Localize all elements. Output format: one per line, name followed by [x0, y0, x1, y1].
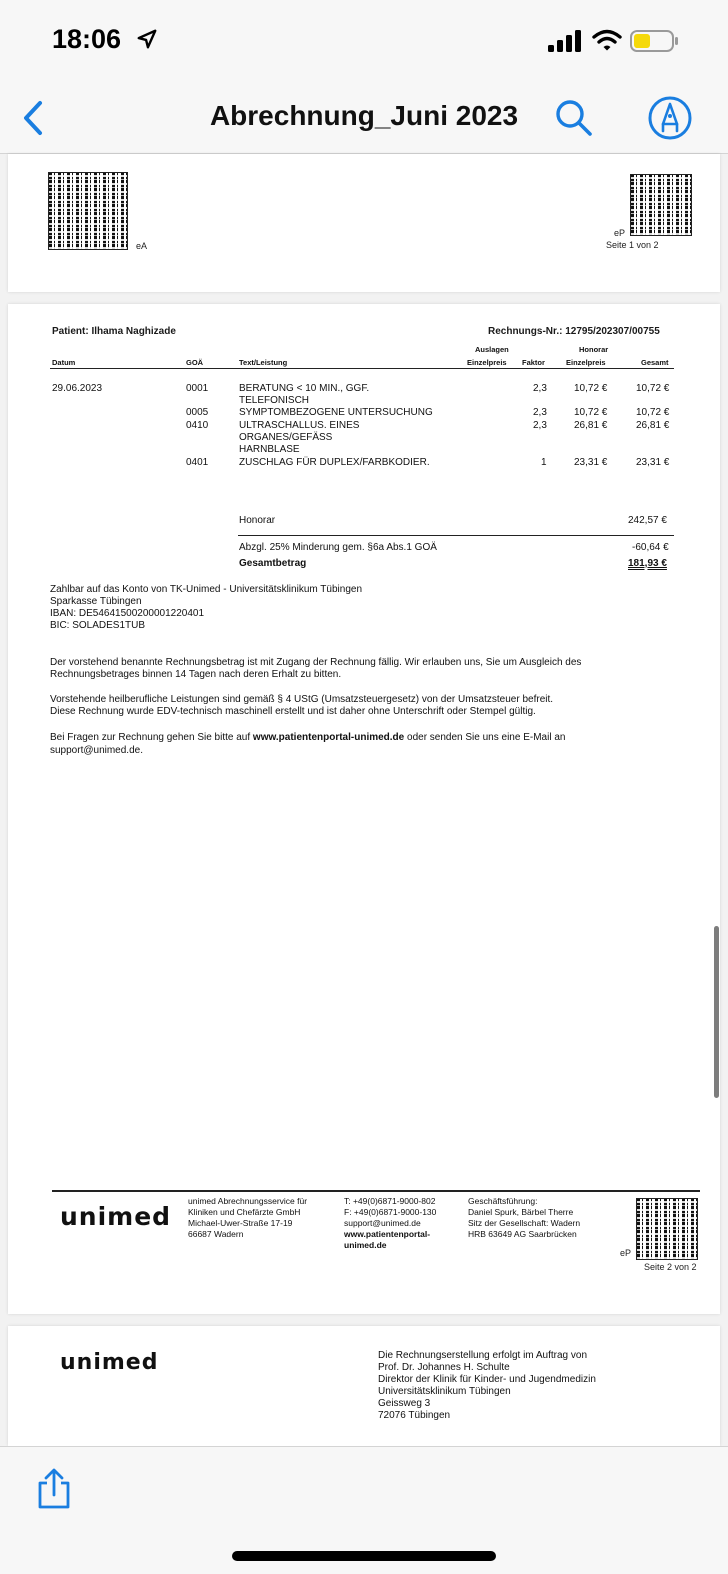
- vertical-scrollbar[interactable]: [714, 926, 719, 1098]
- management-line: HRB 63649 AG Saarbrücken: [468, 1229, 577, 1239]
- row-factor: 2,3: [533, 407, 547, 418]
- due-line-1: Der vorstehend benannte Rechnungsbetrag ist mit Zugang der Rechnung fällig. Wir erlauben uns, Sie um Ausgleich des: [50, 657, 582, 668]
- row-unit-price: 23,31 €: [574, 457, 608, 468]
- address-line: Geissweg 3: [378, 1398, 431, 1409]
- due-paragraph: [50, 657, 581, 681]
- home-indicator[interactable]: [232, 1551, 496, 1561]
- col-header-auslagen: Auslagen: [475, 345, 509, 354]
- row-unit-price: 26,81 €: [574, 420, 608, 431]
- datamatrix-code-right: [630, 174, 692, 236]
- payment-iban: IBAN: DE54641500200001220401: [50, 608, 205, 619]
- contact-line: T: +49(0)6871-9000-802: [344, 1196, 436, 1206]
- management-line: Daniel Spurk, Bärbel Therre: [468, 1207, 574, 1217]
- row-text: BERATUNG < 10 MIN., GGF.: [239, 383, 370, 394]
- contact-text: Bei Fragen zur Rechnung gehen Sie bitte auf: [50, 732, 253, 743]
- col-header-text: Text/Leistung: [239, 358, 288, 367]
- contact-paragraph: [50, 731, 565, 757]
- contact-line: support@unimed.de: [344, 1218, 421, 1228]
- unimed-logo-page3: unimed: [60, 1350, 159, 1375]
- management-line: Sitz der Gesellschaft: Wadern: [468, 1218, 581, 1228]
- pdf-page-1: [8, 154, 720, 292]
- portal-link[interactable]: www.patientenportal-unimed.de: [252, 732, 405, 743]
- back-chevron-icon[interactable]: [18, 98, 48, 138]
- col-header-faktor: Faktor: [522, 358, 545, 367]
- commission-address: [378, 1350, 596, 1422]
- col-header-honorar: Honorar: [579, 345, 609, 354]
- search-icon[interactable]: [552, 96, 596, 140]
- battery-icon: [630, 29, 680, 53]
- share-icon[interactable]: [36, 1467, 72, 1511]
- row-unit-price: 10,72 €: [574, 407, 608, 418]
- contact-line: www.patientenportal-: [344, 1229, 431, 1239]
- col-header-honorar-einzel: Einzelpreis: [566, 358, 606, 367]
- footer-rule: [52, 1190, 700, 1192]
- patient-name: Patient: Ilhama Naghizade: [52, 326, 176, 337]
- due-line-2: Rechnungsbetrages binnen 14 Tagen nach deren Erhalt zu bitten.: [50, 669, 342, 680]
- row-text: HARNBLASE: [239, 444, 300, 455]
- page1-page-number: Seite 1 von 2: [606, 240, 659, 250]
- company-line: unimed Abrechnungsservice für: [188, 1196, 308, 1206]
- total-rule: [238, 535, 674, 536]
- row-factor: 1: [541, 457, 547, 468]
- status-time: 18:06: [52, 24, 122, 54]
- honorar-label: Honorar: [239, 515, 276, 526]
- address-line: Universitätsklinikum Tübingen: [378, 1386, 511, 1397]
- support-email[interactable]: support@unimed.de.: [50, 745, 143, 756]
- footer-company: [188, 1196, 307, 1240]
- col-header-gesamt: Gesamt: [641, 358, 669, 367]
- payment-bank: Sparkasse Tübingen: [50, 596, 142, 607]
- datamatrix-code-footer: [636, 1198, 698, 1260]
- datamatrix-code-left: [48, 172, 128, 250]
- document-title: Abrechnung_Juni 2023: [209, 100, 519, 131]
- contact-line: F: +49(0)6871-9000-130: [344, 1207, 437, 1217]
- row-total: 10,72 €: [636, 383, 670, 394]
- col-header-goa: GOÄ: [186, 358, 204, 367]
- row-factor: 2,3: [533, 420, 547, 431]
- payment-account: Zahlbar auf das Konto von TK-Unimed - Universitätsklinikum Tübingen: [50, 584, 363, 595]
- row-text: SYMPTOMBEZOGENE UNTERSUCHUNG: [239, 407, 433, 418]
- tax-paragraph: [50, 694, 553, 718]
- status-bar: [0, 0, 728, 86]
- gesamtbetrag-value: 181,93 €: [628, 558, 667, 569]
- row-total: 23,31 €: [636, 457, 670, 468]
- contact-text-2: oder senden Sie uns eine E-Mail an: [404, 732, 566, 743]
- row-text: ULTRASCHALLUS. EINES: [239, 420, 360, 431]
- footer-contact: [344, 1196, 436, 1251]
- col-header-auslagen-einzel: Einzelpreis: [467, 358, 507, 367]
- bottom-toolbar: [0, 1446, 728, 1574]
- tax-line-2: Diese Rechnung wurde EDV-technisch maschinell erstellt und ist daher ohne Unterschrift oder Stempel gültig.: [50, 706, 536, 717]
- row-goa: 0401: [186, 457, 209, 468]
- invoice-number: Rechnungs-Nr.: 12795/202307/00755: [488, 326, 660, 337]
- payment-bic: BIC: SOLADES1TUB: [50, 620, 146, 631]
- pdf-page-2: [8, 304, 720, 1314]
- row-factor: 2,3: [533, 383, 547, 394]
- unimed-logo: unimed: [60, 1202, 172, 1231]
- company-line: Kliniken und Chefärzte GmbH: [188, 1207, 301, 1217]
- pdf-page-3: [8, 1326, 720, 1446]
- page1-right-tag: eP: [614, 228, 626, 238]
- minderung-label: Abzgl. 25% Minderung gem. §6a Abs.1 GOÄ: [239, 542, 437, 553]
- address-line: Die Rechnungserstellung erfolgt im Auftrag von: [378, 1350, 588, 1361]
- address-line: Direktor der Klinik für Kinder- und Jugendmedizin: [378, 1374, 596, 1385]
- tax-line-1: Vorstehende heilberufliche Leistungen sind gemäß § 4 UStG (Umsatzsteuergesetz) von der Umsatzsteuer befreit.: [50, 694, 554, 705]
- location-arrow-icon: [136, 28, 158, 50]
- company-line: 66687 Wadern: [188, 1229, 244, 1239]
- contact-line: unimed.de: [344, 1240, 387, 1250]
- gesamtbetrag-label: Gesamtbetrag: [239, 558, 307, 569]
- honorar-value: 242,57 €: [628, 515, 667, 526]
- row-date: 29.06.2023: [52, 383, 103, 394]
- row-text: ZUSCHLAG FÜR DUPLEX/FARBKODIER.: [239, 457, 430, 468]
- page1-left-tag: eA: [136, 241, 148, 251]
- row-total: 26,81 €: [636, 420, 670, 431]
- header-rule: [50, 368, 674, 369]
- management-line: Geschäftsführung:: [468, 1196, 538, 1206]
- wifi-icon: [592, 28, 622, 52]
- footer-management: [468, 1196, 580, 1240]
- signal-icon: [548, 30, 582, 52]
- markup-pen-icon[interactable]: [646, 94, 694, 142]
- row-text: ORGANES/GEFÄSS: [239, 432, 333, 443]
- row-text: TELEFONISCH: [239, 395, 310, 406]
- address-line: Prof. Dr. Johannes H. Schulte: [378, 1362, 510, 1373]
- row-unit-price: 10,72 €: [574, 383, 608, 394]
- col-header-datum: Datum: [52, 358, 76, 367]
- minderung-value: -60,64 €: [632, 542, 669, 553]
- address-line: 72076 Tübingen: [378, 1410, 451, 1421]
- navigation-bar: [0, 86, 728, 154]
- payment-details: [50, 584, 362, 632]
- page2-page-number: Seite 2 von 2: [644, 1262, 697, 1272]
- company-line: Michael-Uwer-Straße 17-19: [188, 1218, 293, 1228]
- row-goa: 0410: [186, 420, 209, 431]
- row-total: 10,72 €: [636, 407, 670, 418]
- row-goa: 0001: [186, 383, 209, 394]
- page2-tag: eP: [620, 1248, 632, 1258]
- row-goa: 0005: [186, 407, 209, 418]
